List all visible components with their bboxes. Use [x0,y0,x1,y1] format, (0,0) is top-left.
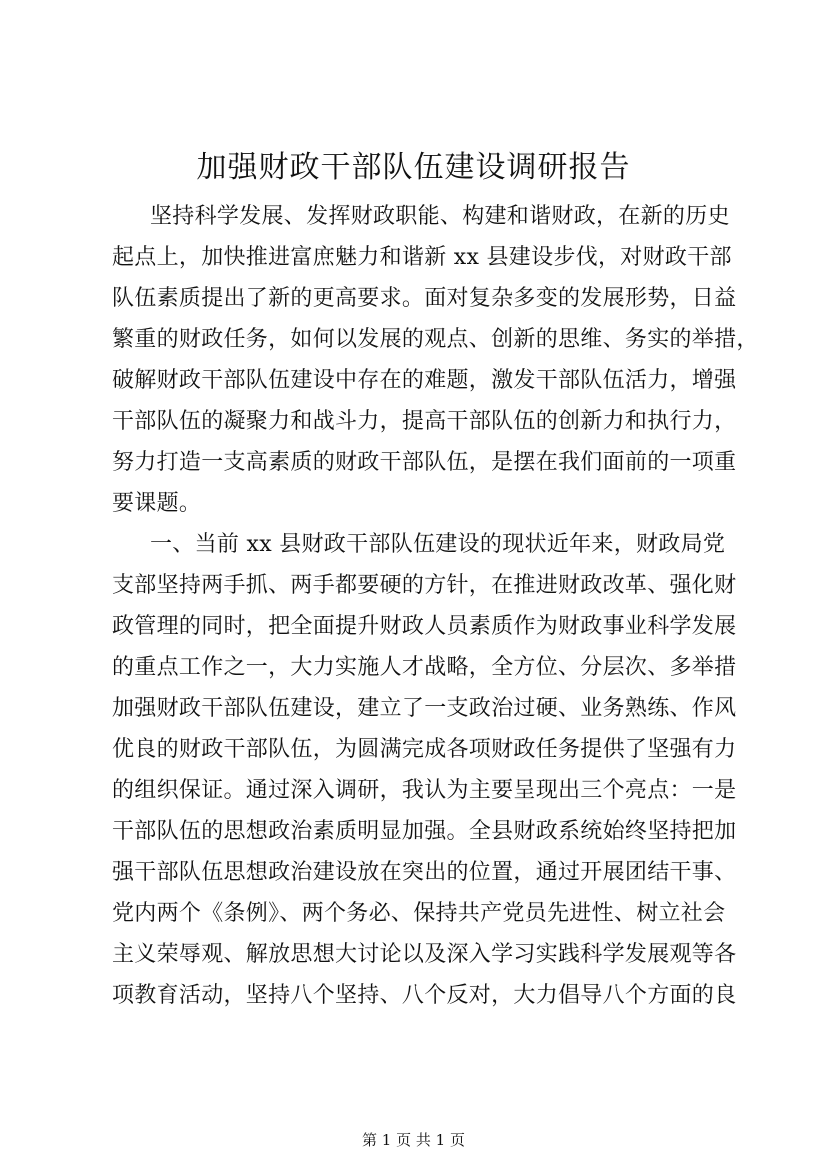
text-line: 强干部队伍思想政治建设放在突出的位置，通过开展团结干事、 [112,860,737,885]
text-line: 政管理的同时，把全面提升财政人员素质作为财政事业科学发展 [112,614,737,639]
text-line: 优良的财政干部队伍，为圆满完成各项财政任务提供了坚强有力 [112,737,737,762]
document-title: 加强财政干部队伍建设调研报告 [196,150,631,185]
text-line: 党内两个《条例》、两个务必、保持共产党员先进性、树立社会 [112,901,726,926]
text-line: 繁重的财政任务，如何以发展的观点、创新的思维、务实的举措， [112,327,759,352]
document-body [112,196,759,1016]
text-line: 的重点工作之一，大力实施人才战略，全方位、分层次、多举措 [112,655,737,680]
text-line: 干部队伍的思想政治素质明显加强。全县财政系统始终坚持把加 [112,819,737,844]
text-line: 努力打造一支高素质的财政干部队伍，是摆在我们面前的一项重 [112,450,737,475]
text-line: 一、当前 xx 县财政干部队伍建设的现状近年来，财政局党 [150,532,726,557]
text-line: 起点上，加快推进富庶魅力和谐新 xx 县建设步伐，对财政干部 [112,245,732,270]
text-line: 队伍素质提出了新的更高要求。面对复杂多变的发展形势，日益 [112,286,737,311]
text-line: 项教育活动，坚持八个坚持、八个反对，大力倡导八个方面的良 [112,983,737,1008]
text-line: 破解财政干部队伍建设中存在的难题，激发干部队伍活力，增强 [112,368,737,393]
text-line: 支部坚持两手抓、两手都要硬的方针，在推进财政改革、强化财 [112,573,737,598]
paragraph-1 [112,196,759,524]
text-line: 加强财政干部队伍建设，建立了一支政治过硬、业务熟练、作风 [112,696,737,721]
text-line: 主义荣辱观、解放思想大讨论以及深入学习实践科学发展观等各 [112,942,737,967]
text-line: 的组织保证。通过深入调研，我认为主要呈现出三个亮点：一是 [112,778,737,803]
text-line: 干部队伍的凝聚力和战斗力，提高干部队伍的创新力和执行力， [112,409,737,434]
page-footer: 第 1 页 共 1 页 [362,1131,465,1149]
paragraph-2 [112,524,737,1016]
text-line: 要课题。 [112,491,202,516]
text-line: 坚持科学发展、发挥财政职能、构建和谐财政，在新的历史 [150,204,730,229]
